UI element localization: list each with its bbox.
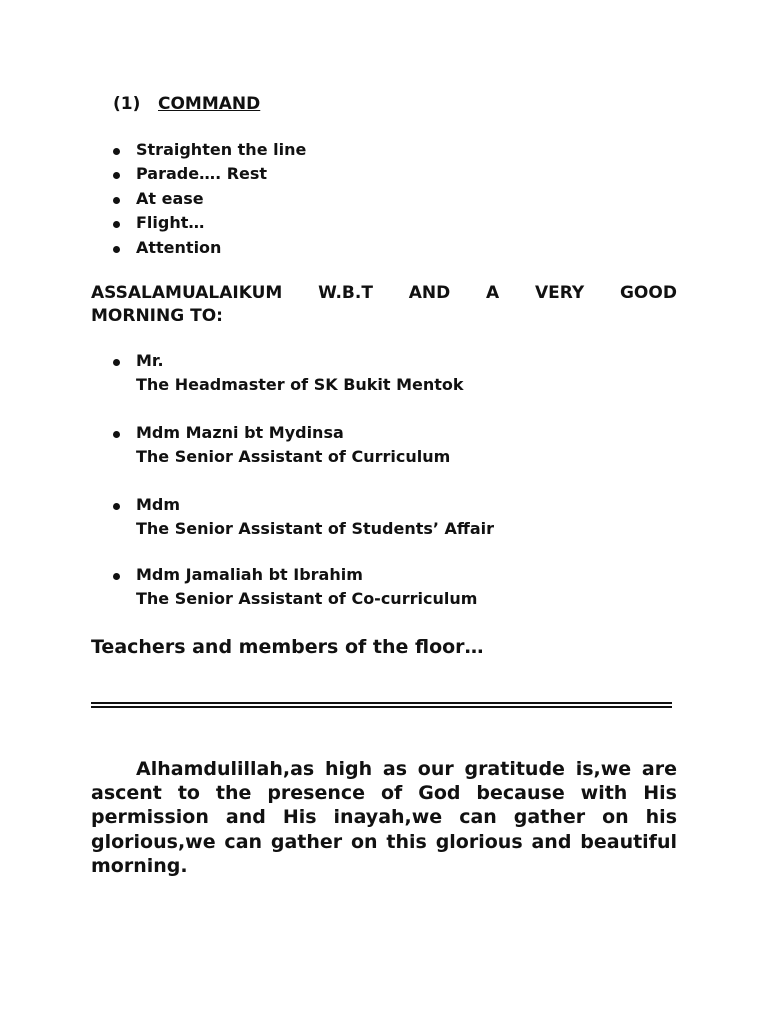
guest-item [113, 349, 673, 396]
list-item [113, 162, 306, 186]
bullet-icon [113, 246, 120, 253]
bullet-icon [113, 148, 120, 155]
command-text: Parade…. Rest [136, 164, 268, 184]
floor-greeting: Teachers and members of the floor… [91, 636, 484, 658]
guest-item [113, 563, 673, 610]
bullet-icon [113, 431, 120, 438]
greeting-word: VERY [534, 283, 585, 303]
section-title: COMMAND [158, 94, 261, 114]
bullet-icon [113, 197, 120, 204]
command-text: Straighten the line [136, 140, 307, 159]
bullet-icon [113, 359, 120, 366]
greeting-word: GOOD [619, 283, 677, 303]
bullet-icon [113, 172, 120, 179]
bullet-icon [113, 503, 120, 510]
guest-title: The Senior Assistant of Co-curriculum [136, 588, 478, 608]
bullet-icon [113, 221, 120, 228]
bullet-icon [113, 573, 120, 580]
command-text: Attention [136, 237, 222, 257]
paragraph-text: Alhamdulillah,as high as our gratitude is,we are ascent to the presence of God because with His permission and His inayah,we can gather on his glorious,we can gather on this glorious and beautiful morning. [91, 758, 677, 877]
guest-item [113, 493, 673, 540]
greeting-word: AND [408, 283, 451, 303]
greeting-word: ASSALAMUALAIKUM [91, 283, 283, 303]
command-text: Flight… [136, 213, 205, 233]
greeting-line-1 [91, 282, 677, 305]
greeting-word: W.B.T [318, 283, 373, 303]
guest-name: Mdm Jamaliah bt Ibrahim [136, 565, 363, 584]
list-item [113, 236, 306, 260]
list-item [113, 187, 306, 211]
section-heading [113, 94, 260, 114]
guest-name: Mdm [136, 495, 181, 514]
opening-paragraph [91, 757, 677, 878]
command-text: At ease [136, 188, 204, 208]
guest-name: Mdm Mazni bt Mydinsa [136, 423, 344, 442]
greeting-text [91, 282, 677, 328]
list-item [113, 138, 306, 162]
guest-title: The Senior Assistant of Curriculum [136, 446, 451, 466]
section-number: (1) [113, 94, 141, 114]
greeting-word: A [485, 283, 500, 303]
list-item [113, 211, 306, 235]
guest-item [113, 421, 673, 468]
double-divider [91, 702, 672, 708]
guest-title: The Headmaster of SK Bukit Mentok [136, 374, 464, 394]
command-list [113, 138, 306, 260]
guest-title: The Senior Assistant of Students’ Affair [136, 518, 495, 538]
greeting-line-2: MORNING TO: [91, 306, 223, 326]
guest-name: Mr. [136, 351, 164, 370]
